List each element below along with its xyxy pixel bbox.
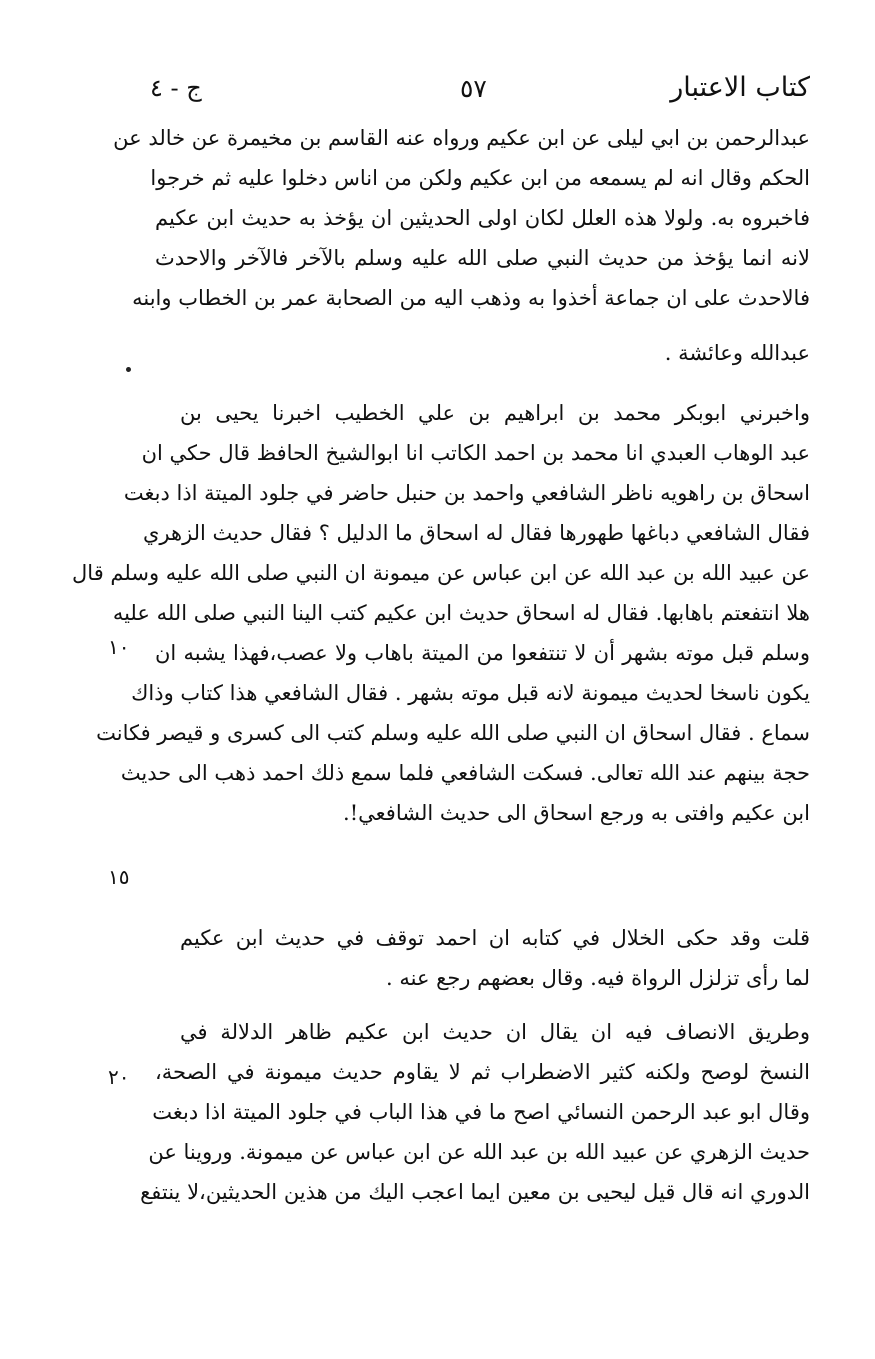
text-line: حجة بينهم عند الله تعالى. فسكت الشافعي فلما سمع ذلك احمد ذهب الى حديث	[120, 761, 810, 785]
text-line: اسحاق بن راهويه ناظر الشافعي واحمد بن حنبل حاضر في جلود الميتة اذا دبغت	[123, 481, 810, 505]
page-header	[150, 72, 810, 112]
text-line: وقال ابو عبد الرحمن النسائي اصح ما في هذا الباب في جلود الميتة اذا دبغت	[152, 1100, 810, 1124]
text-line: الحكم وقال انه لم يسمعه من ابن عكيم ولكن من اناس دخلوا عليه ثم خرجوا	[150, 166, 810, 190]
text-line: النسخ لوصح ولكنه كثير الاضطراب ثم لا يقاوم حديث ميمونة في الصحة،	[155, 1060, 810, 1084]
line-marker-15: ١٥	[108, 865, 130, 889]
text-line: عبدالله وعائشة .	[664, 341, 810, 365]
line-marker-20: ٢٠	[108, 1065, 130, 1089]
text-line: حديث الزهري عن عبيد الله بن عبد الله عن ابن عباس عن ميمونة. وروينا عن	[148, 1140, 810, 1164]
book-title: كتاب الاعتبار	[670, 72, 810, 103]
text-line: لما رأى تزلزل الرواة فيه. وقال بعضهم رجع عنه .	[386, 966, 810, 990]
text-line: فاخبروه به. ولولا هذه العلل لكان اولى الحديثين ان يؤخذ به حديث ابن عكيم	[155, 206, 810, 230]
text-line: قلت وقد حكى الخلال في كتابه ان احمد توقف في حديث ابن عكيم	[180, 926, 810, 950]
text-line: عبدالرحمن بن ابي ليلى عن ابن عكيم ورواه عنه القاسم بن مخيمرة عن خالد عن	[113, 126, 810, 150]
text-line: لانه انما يؤخذ من حديث النبي صلى الله عليه وسلم بالآخر فالآخر والاحدث	[155, 246, 810, 270]
text-line: الدوري انه قال قيل ليحيى بن معين ايما اعجب اليك من هذين الحديثين،لا ينتفع	[140, 1180, 810, 1204]
text-line: واخبرني ابوبكر محمد بن ابراهيم بن علي الخطيب اخبرنا يحيى بن	[180, 401, 810, 425]
volume-label: ج - ٤	[150, 74, 202, 102]
text-line: سماع . فقال اسحاق ان النبي صلى الله عليه وسلم كتب الى كسرى و قيصر فكانت	[96, 721, 810, 745]
text-line: ابن عكيم وافتى به ورجع اسحاق الى حديث الشافعي!.	[343, 801, 810, 825]
text-line: عن عبيد الله بن عبد الله عن ابن عباس عن ميمونة ان النبي صلى الله عليه وسلم قال	[72, 561, 810, 585]
text-line: وسلم قبل موته بشهر أن لا تنتفعوا من الميتة باهاب ولا عصب،فهذا يشبه ان	[155, 641, 810, 665]
text-line: يكون ناسخا لحديث ميمونة لانه قبل موته بشهر . فقال الشافعي هذا كتاب وذاك	[131, 681, 810, 705]
text-line: هلا انتفعتم باهابها. فقال له اسحاق حديث ابن عكيم كتب الينا النبي صلى الله عليه	[112, 601, 810, 625]
margin-dot	[126, 367, 131, 372]
page-number: ٥٧	[460, 74, 487, 103]
text-line: فقال الشافعي دباغها طهورها فقال له اسحاق ما الدليل ؟ فقال حديث الزهري	[142, 521, 810, 545]
text-line: وطريق الانصاف فيه ان يقال ان حديث ابن عكيم ظاهر الدلالة في	[180, 1020, 810, 1044]
line-marker-10: ١٠	[108, 635, 130, 659]
text-line: عبد الوهاب العبدي انا محمد بن احمد الكاتب انا ابوالشيخ الحافظ قال حكي ان	[141, 441, 810, 465]
text-line: فالاحدث على ان جماعة أخذوا به وذهب اليه من الصحابة عمر بن الخطاب وابنه	[132, 286, 810, 310]
